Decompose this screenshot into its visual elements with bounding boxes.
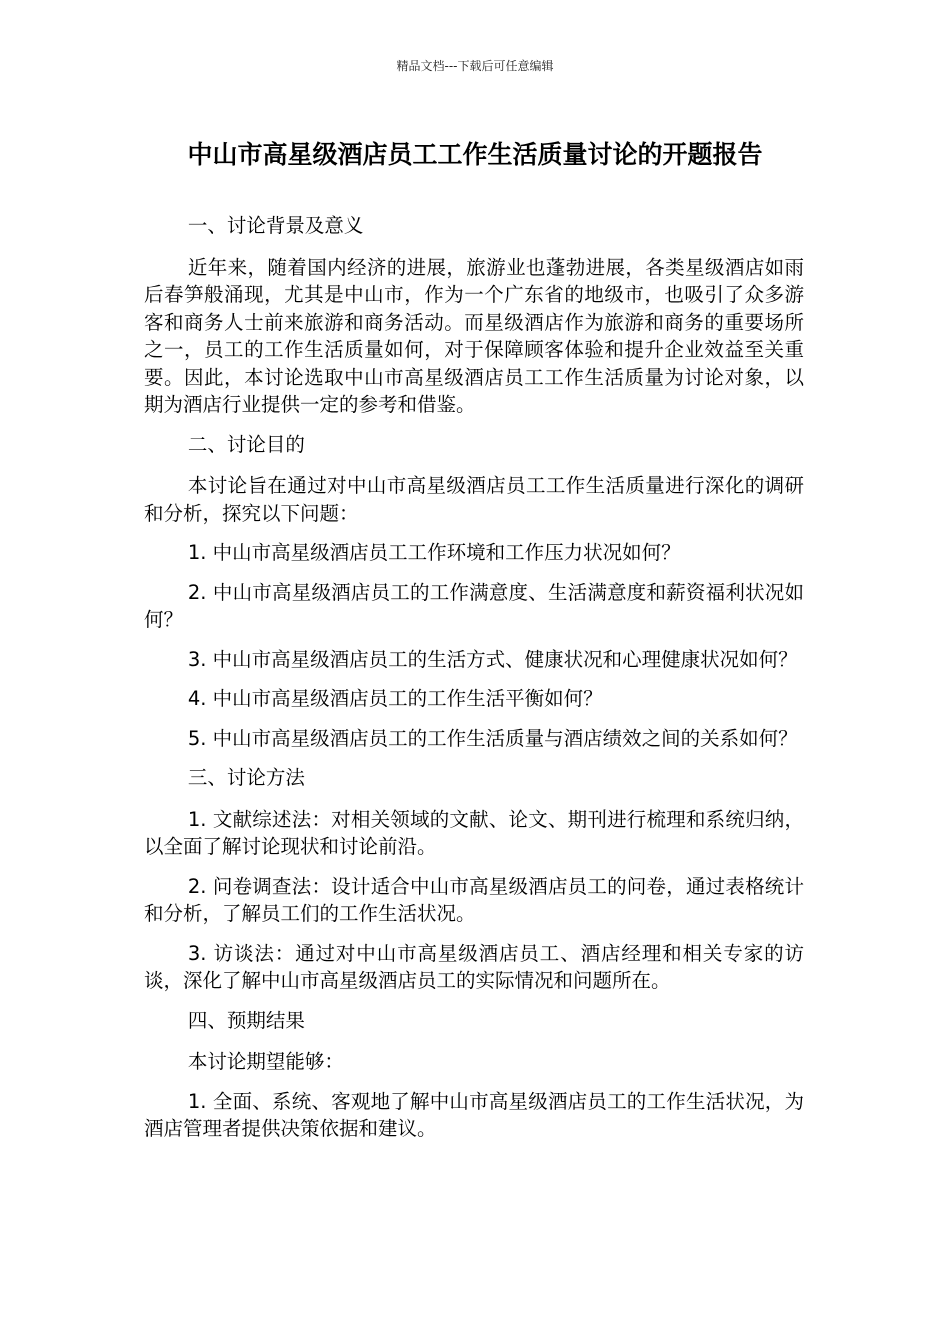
section-heading-background: 一、讨论背景及意义 xyxy=(187,214,364,237)
list-item-question-3: 3. 中山市高星级酒店员工的生活方式、健康状况和心理健康状况如何？ xyxy=(187,647,798,671)
list-item-method-3: 3. 访谈法：通过对中山市高星级酒店员工、酒店经理和相关专家的访谈，深化了解中山市高星级酒店员工的实际情况和问题所在。 xyxy=(144,941,804,992)
list-item-question-4: 4. 中山市高星级酒店员工的工作生活平衡如何？ xyxy=(187,687,603,710)
document-body xyxy=(144,212,804,1155)
paragraph-background: 近年来，随着国内经济的进展，旅游业也蓬勃进展，各类星级酒店如雨后春笋般涌现，尤其是中山市，作为一个广东省的地级市，也吸引了众多游客和商务人士前来旅游和商务活动。而星级酒店作为旅游和商务的重要场所之一，员工的工作生活质量如何，对于保障顾客体验和提升企业效益至关重要。因此，本讨论选取中山市高星级酒店员工工作生活质量为讨论对象，以期为酒店行业提供一定的参考和借鉴。 xyxy=(144,255,804,416)
section-heading-expected-results: 四、预期结果 xyxy=(187,1008,305,1032)
header-note: 精品文档---下载后可任意编辑 xyxy=(396,59,554,73)
paragraph-purpose: 本讨论旨在通过对中山市高星级酒店员工工作生活质量进行深化的调研和分析，探究以下问题： xyxy=(144,474,804,525)
list-item-method-2: 2. 问卷调查法：设计适合中山市高星级酒店员工的问卷，通过表格统计和分析，了解员工们的工作生活状况。 xyxy=(144,874,804,925)
section-heading-purpose: 二、讨论目的 xyxy=(187,432,305,456)
list-item-question-5: 5. 中山市高星级酒店员工的工作生活质量与酒店绩效之间的关系如何？ xyxy=(187,726,798,750)
paragraph-expected-results: 本讨论期望能够： xyxy=(187,1050,344,1073)
list-item-question-1: 1. 中山市高星级酒店员工工作环境和工作压力状况如何？ xyxy=(187,541,681,564)
list-item-method-1: 1. 文献综述法：对相关领域的文献、论文、期刊进行梳理和系统归纳，以全面了解讨论现状和讨论前沿。 xyxy=(144,807,804,858)
section-heading-methods: 三、讨论方法 xyxy=(187,766,305,789)
list-item-result-1: 1. 全面、系统、客观地了解中山市高星级酒店员工的工作生活状况，为酒店管理者提供决策依据和建议。 xyxy=(144,1089,804,1140)
list-item-question-2: 2. 中山市高星级酒店员工的工作满意度、生活满意度和薪资福利状况如何？ xyxy=(144,580,804,631)
document-title: 中山市高星级酒店员工工作生活质量讨论的开题报告 xyxy=(187,140,763,169)
